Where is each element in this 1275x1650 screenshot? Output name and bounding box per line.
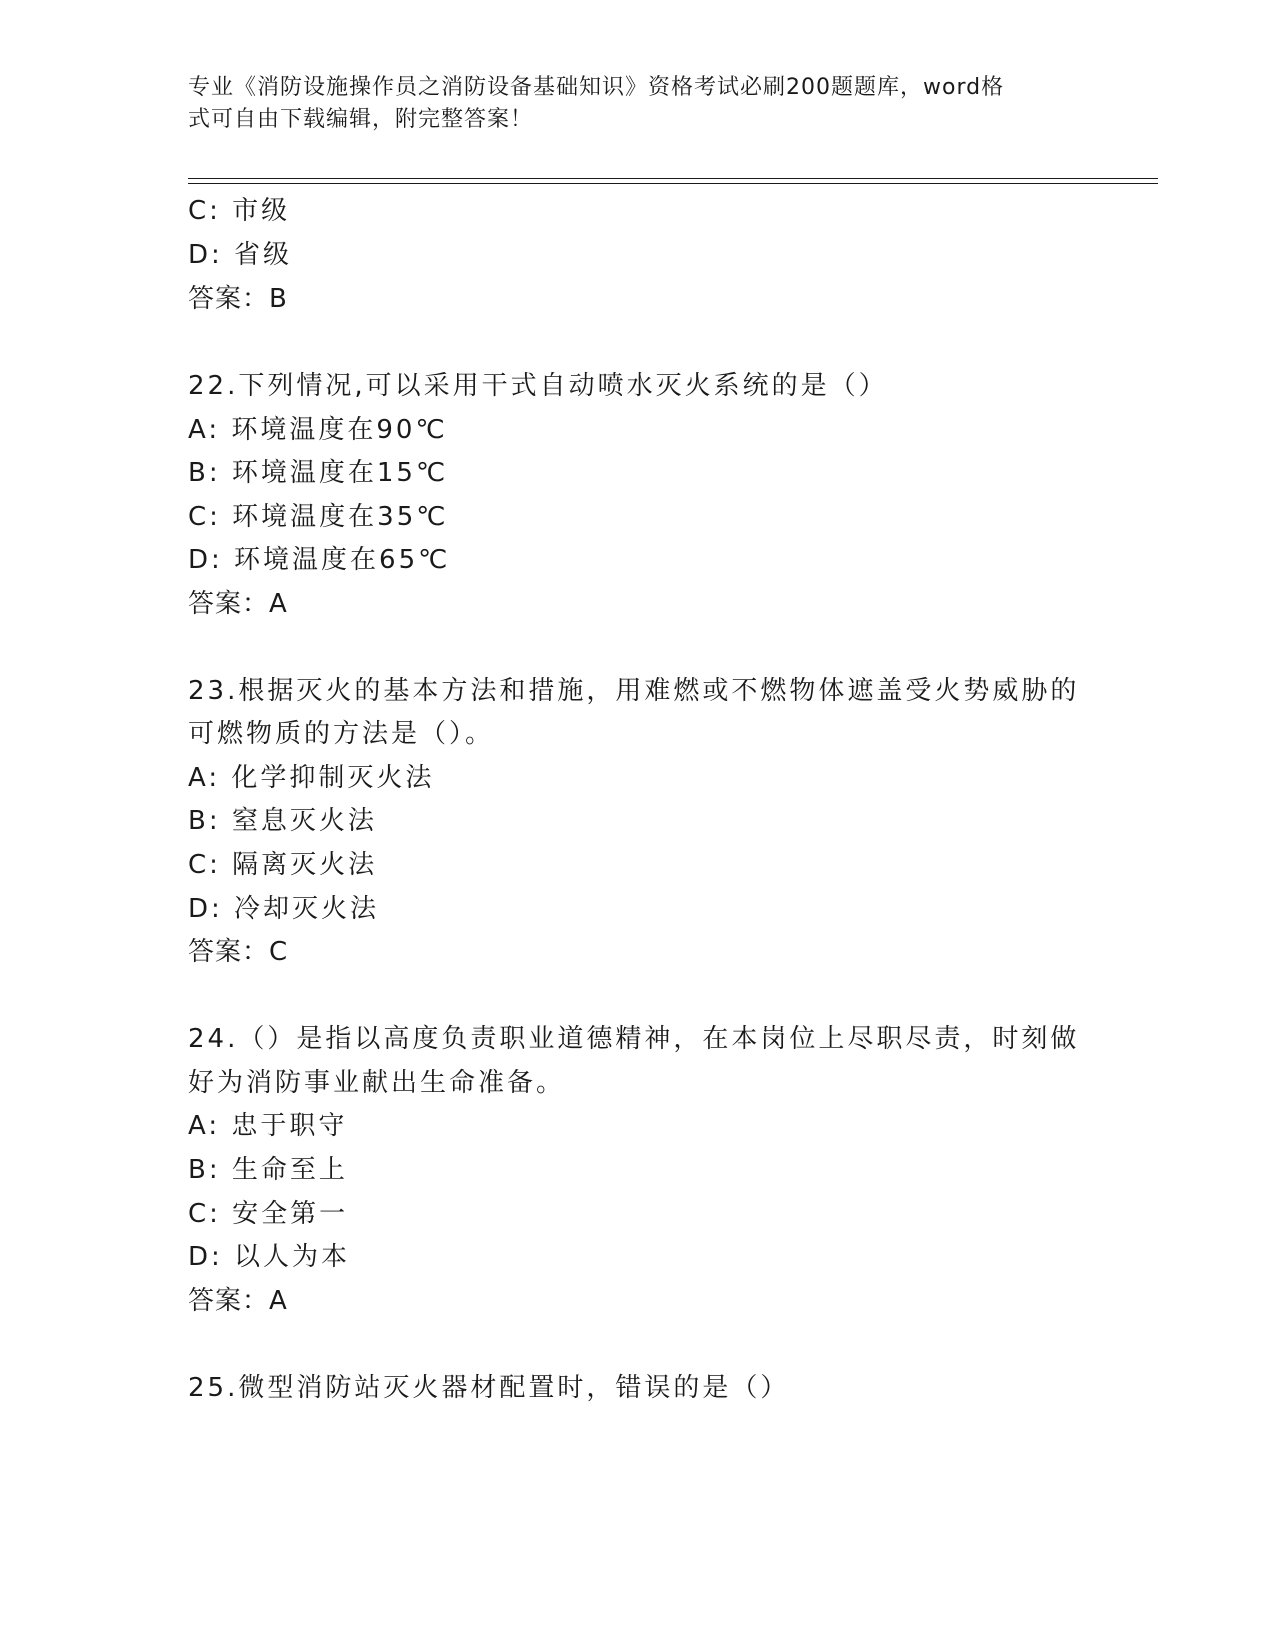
q21-option-c: C: 市级 bbox=[188, 196, 291, 226]
q24-option-b: B: 生命至上 bbox=[188, 1155, 348, 1185]
q25-question: 25.微型消防站灭火器材配置时，错误的是（） bbox=[188, 1373, 790, 1403]
q23-question-line-1: 23.根据灭火的基本方法和措施，用难燃或不燃物体遮盖受火势威胁的 bbox=[188, 676, 1080, 706]
header-rule-bottom bbox=[188, 183, 1158, 184]
q22-answer: 答案：A bbox=[188, 589, 288, 619]
q22-question: 22.下列情况,可以采用干式自动喷水灭火系统的是（） bbox=[188, 371, 888, 401]
document-header bbox=[188, 72, 1078, 136]
header-rule-top bbox=[188, 178, 1158, 179]
header-line-2: 式可自由下载编辑，附完整答案！ bbox=[188, 107, 534, 132]
q24-question-line-1: 24.（）是指以高度负责职业道德精神，在本岗位上尽职尽责，时刻做 bbox=[188, 1024, 1080, 1054]
header-line-1: 专业《消防设施操作员之消防设备基础知识》资格考试必刷200题题库，word格 bbox=[188, 75, 1005, 100]
q22-option-c: C: 环境温度在35℃ bbox=[188, 502, 449, 532]
q23-option-c: C: 隔离灭火法 bbox=[188, 850, 378, 880]
q24-option-a: A: 忠于职守 bbox=[188, 1111, 348, 1141]
q22-option-a: A: 环境温度在90℃ bbox=[188, 415, 448, 445]
q23-option-a: A: 化学抑制灭火法 bbox=[188, 763, 435, 793]
q21-answer: 答案：B bbox=[188, 284, 288, 314]
q22-option-d: D: 环境温度在65℃ bbox=[188, 545, 451, 575]
q23-option-b: B: 窒息灭火法 bbox=[188, 806, 377, 836]
q24-answer: 答案：A bbox=[188, 1286, 288, 1316]
q23-answer: 答案：C bbox=[188, 937, 289, 967]
q24-option-c: C: 安全第一 bbox=[188, 1199, 349, 1229]
q21-option-d: D: 省级 bbox=[188, 240, 293, 270]
q24-question-line-2: 好为消防事业献出生命准备。 bbox=[188, 1068, 566, 1098]
q23-question-line-2: 可燃物质的方法是（）。 bbox=[188, 719, 495, 749]
q22-option-b: B: 环境温度在15℃ bbox=[188, 458, 449, 488]
q24-option-d: D: 以人为本 bbox=[188, 1242, 351, 1272]
q23-option-d: D: 冷却灭火法 bbox=[188, 894, 380, 924]
